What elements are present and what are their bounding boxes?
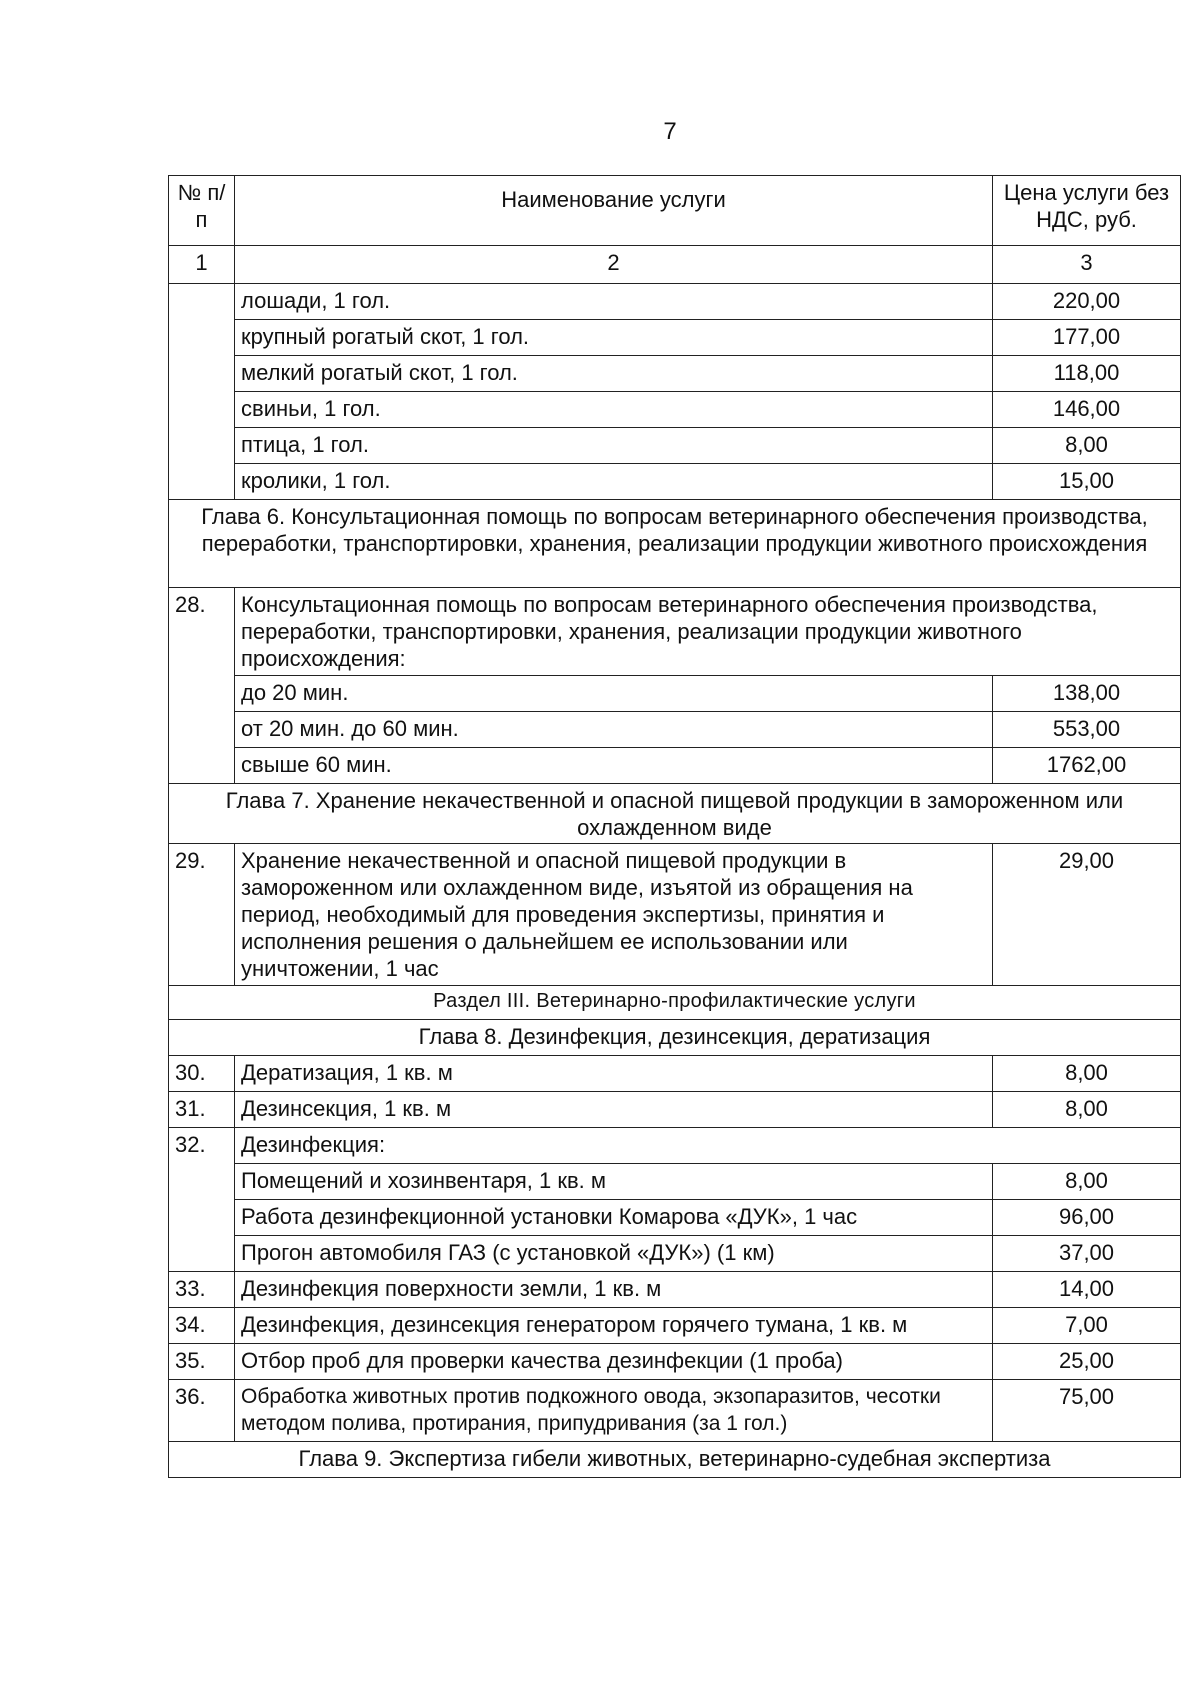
page-number: 7 xyxy=(663,118,677,145)
service-price: 146,00 xyxy=(993,392,1181,428)
chapter-heading-row xyxy=(169,1020,1181,1056)
service-name: Работа дезинфекционной установки Комарова «ДУК», 1 час xyxy=(235,1200,993,1236)
service-name: Помещений и хозинвентаря, 1 кв. м xyxy=(235,1164,993,1200)
service-price: 138,00 xyxy=(993,676,1181,712)
service-name: от 20 мин. до 60 мин. xyxy=(235,712,993,748)
service-name: Дезинфекция поверхности земли, 1 кв. м xyxy=(235,1272,993,1308)
service-name: до 20 мин. xyxy=(235,676,993,712)
table-row xyxy=(169,320,1181,356)
table-header-row xyxy=(169,176,1181,246)
service-price: 29,00 xyxy=(993,844,1181,986)
service-price: 8,00 xyxy=(993,1056,1181,1092)
table-row xyxy=(169,356,1181,392)
service-name: Прогон автомобиля ГАЗ (с установкой «ДУК») (1 км) xyxy=(235,1236,993,1272)
service-price: 8,00 xyxy=(993,428,1181,464)
item-number: 29. xyxy=(169,844,235,986)
service-name: Дезинсекция, 1 кв. м xyxy=(235,1092,993,1128)
chapter-heading-row xyxy=(169,500,1181,588)
section-heading-row xyxy=(169,986,1181,1020)
price-list-table xyxy=(168,175,1181,1478)
chapter-heading-row xyxy=(169,1442,1181,1478)
table-row xyxy=(169,464,1181,500)
service-group-title: Консультационная помощь по вопросам ветеринарного обеспечения производства, переработки, транспортировки, хранения, реализации продукции животного происхождения: xyxy=(235,588,1181,676)
chapter-7-heading: Глава 7. Хранение некачественной и опасной пищевой продукции в замороженном или охлажденном виде xyxy=(169,784,1181,844)
table-row xyxy=(169,712,1181,748)
chapter-heading-row xyxy=(169,784,1181,844)
item-number: 34. xyxy=(169,1308,235,1344)
service-price: 75,00 xyxy=(993,1380,1181,1442)
item-number: 33. xyxy=(169,1272,235,1308)
service-name: свиньи, 1 гол. xyxy=(235,392,993,428)
header-price: Цена услуги без НДС, руб. xyxy=(993,176,1181,246)
item-number: 32. xyxy=(169,1128,235,1272)
item-number: 28. xyxy=(169,588,235,784)
service-name: Отбор проб для проверки качества дезинфекции (1 проба) xyxy=(235,1344,993,1380)
service-name: Хранение некачественной и опасной пищевой продукции в замороженном или охлажденном виде, изъятой из обращения на период, необходимый для проведения экспертизы, принятия и исполнения решения о дальнейшем ее использовании или уничтожении, 1 час xyxy=(235,844,993,986)
service-name: свыше 60 мин. xyxy=(235,748,993,784)
table-row xyxy=(169,1344,1181,1380)
chapter-8-heading: Глава 8. Дезинфекция, дезинсекция, дератизация xyxy=(169,1020,1181,1056)
service-price: 220,00 xyxy=(993,284,1181,320)
header-number: № п/п xyxy=(169,176,235,246)
service-name: крупный рогатый скот, 1 гол. xyxy=(235,320,993,356)
table-row xyxy=(169,284,1181,320)
service-price: 1762,00 xyxy=(993,748,1181,784)
header-service-name: Наименование услуги xyxy=(235,176,993,246)
table-row xyxy=(169,1236,1181,1272)
item-number: 35. xyxy=(169,1344,235,1380)
service-name: птица, 1 гол. xyxy=(235,428,993,464)
table-row xyxy=(169,392,1181,428)
item-number: 30. xyxy=(169,1056,235,1092)
table-row xyxy=(169,1056,1181,1092)
chapter-6-heading: Глава 6. Консультационная помощь по вопросам ветеринарного обеспечения производства, переработки, транспортировки, хранения, реализации продукции животного происхождения xyxy=(169,500,1181,588)
service-price: 96,00 xyxy=(993,1200,1181,1236)
table-row xyxy=(169,1164,1181,1200)
service-price: 7,00 xyxy=(993,1308,1181,1344)
service-name: мелкий рогатый скот, 1 гол. xyxy=(235,356,993,392)
service-price: 8,00 xyxy=(993,1092,1181,1128)
service-price: 177,00 xyxy=(993,320,1181,356)
column-number-3: 3 xyxy=(993,246,1181,284)
table-row xyxy=(169,1272,1181,1308)
service-price: 553,00 xyxy=(993,712,1181,748)
service-price: 15,00 xyxy=(993,464,1181,500)
service-name: Дезинфекция, дезинсекция генератором горячего тумана, 1 кв. м xyxy=(235,1308,993,1344)
service-name: лошади, 1 гол. xyxy=(235,284,993,320)
column-number-2: 2 xyxy=(235,246,993,284)
table-row xyxy=(169,1308,1181,1344)
service-group-title: Дезинфекция: xyxy=(235,1128,1181,1164)
service-price: 8,00 xyxy=(993,1164,1181,1200)
table-row xyxy=(169,1380,1181,1442)
service-price: 14,00 xyxy=(993,1272,1181,1308)
table-row xyxy=(169,1092,1181,1128)
empty-number-cell xyxy=(169,284,235,500)
service-price: 118,00 xyxy=(993,356,1181,392)
item-number: 31. xyxy=(169,1092,235,1128)
table-row xyxy=(169,1128,1181,1164)
service-price: 25,00 xyxy=(993,1344,1181,1380)
table-row xyxy=(169,588,1181,676)
service-name: Обработка животных против подкожного овода, экзопаразитов, чесотки методом полива, протирания, припудривания (за 1 гол.) xyxy=(235,1380,993,1442)
table-row xyxy=(169,1200,1181,1236)
item-number: 36. xyxy=(169,1380,235,1442)
column-number-1: 1 xyxy=(169,246,235,284)
table-row xyxy=(169,748,1181,784)
service-price: 37,00 xyxy=(993,1236,1181,1272)
service-name: Дератизация, 1 кв. м xyxy=(235,1056,993,1092)
table-row xyxy=(169,844,1181,986)
table-row xyxy=(169,428,1181,464)
service-name: кролики, 1 гол. xyxy=(235,464,993,500)
chapter-9-heading: Глава 9. Экспертиза гибели животных, ветеринарно-судебная экспертиза xyxy=(169,1442,1181,1478)
section-3-heading: Раздел III. Ветеринарно-профилактические услуги xyxy=(169,986,1181,1020)
column-number-row xyxy=(169,246,1181,284)
table-row xyxy=(169,676,1181,712)
